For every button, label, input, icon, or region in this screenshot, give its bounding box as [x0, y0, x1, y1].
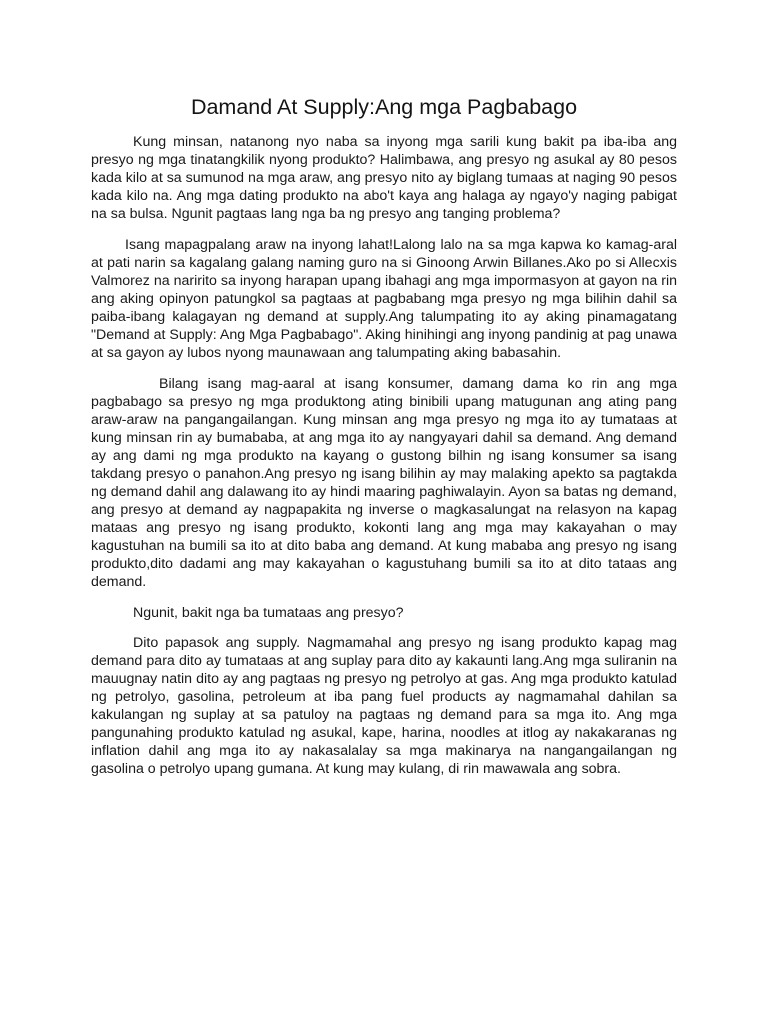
- document-title: Damand At Supply:Ang mga Pagbabago: [190, 95, 578, 119]
- document-body: [91, 133, 677, 791]
- paragraph-question: Ngunit, bakit nga ba tumataas ang presyo?: [133, 605, 404, 621]
- paragraph-intro: Kung minsan, natanong nyo naba sa inyong mga sarili kung bakit pa iba-iba ang presyo ng mga tinatangkilik nyong produkto? Halimbawa, ang presyo ng asukal ay 80 pesos kada kilo at sa sumunod na mga araw, ang presyo nito ay biglang tumaas at naging 90 pesos kada kilo na. Ang mga dating produkto na abo't kaya ang halaga ay ngayo'y naging pabigat na sa bulsa. Ngunit pagtaas lang nga ba ng presyo ang tanging problema?: [91, 134, 678, 222]
- paragraph-demand: Bilang isang mag-aaral at isang konsumer, damang dama ko rin ang mga pagbabago sa presyo ng mga produktong ating binibili upang matugunan ang ating pang araw-araw na pangangailangan. Kung minsan ang mga presyo ng mga ito ay tumataas at kung minsan rin ay bumababa, at ang mga ito ay nangyayari dahil sa demand. Ang demand ay ang dami ng mga produkto na kayang o gustong bilhin ng isang konsumer sa isang takdang presyo o panahon.Ang presyo ng isang bilihin ay may malaking apekto sa pagtakda ng demand dahil ang dalawang ito ay hindi maaring paghiwalayin. Ayon sa batas ng demand, ang presyo at demand ay nagpapakita ng inverse o magkasalungat na relasyon na kapag mataas ang presyo ng isang produkto, kokonti lang ang mga may kakayahan o may kagustuhan na bumili sa ito at dito baba ang demand. At kung mababa ang presyo ng isang produkto,dito dadami ang may kakayahan o kagustuhang bumili sa ito at dito tataas ang demand.: [91, 376, 677, 590]
- paragraph-supply: Dito papasok ang supply. Nagmamahal ang presyo ng isang produkto kapag mag demand para dito ay tumataas at ang suplay para dito ay kakaunti lang.Ang mga suliranin na mauugnay natin dito ay ang pagtaas ng presyo ng petrolyo at gas. Ang mga produkto katulad ng petrolyo, gasolina, petroleum at iba pang fuel products ay nagmamahal dahilan sa kakulangan ng suplay at sa patuloy na pagtaas ng demand para sa mga ito. Ang mga pangunahing produkto katulad ng asukal, kape, harina, noodles at itlog ay nakakaranas ng inflation dahil ang mga ito ay nakasalalay sa mga makinarya na nangangailangan ng gasolina o petrolyo upang gumana. At kung may kulang, di rin mawawala ang sobra.: [91, 635, 677, 777]
- paragraph-greeting: Isang mapagpalang araw na inyong lahat!Lalong lalo na sa mga kapwa ko kamag-aral at pati narin sa kagalang galang naming guro na si Ginoong Arwin Billanes.Ako po si Allecxis Valmorez na naririto sa inyong harapan upang ibahagi ang mga impormasyon at gayon na rin ang aking opinyon patungkol sa pagtaas at pagbabang mga presyo ng mga bilihin dahil sa paiba-ibang kalagayan ng demand at supply.Ang talumpating ito ay aking pinamagatang "Demand at Supply: Ang Mga Pagbabago". Aking hinihingi ang inyong pandinig at pag unawa at sa gayon ay lubos nyong maunawaan ang talumpating aking babasahin.: [91, 237, 677, 361]
